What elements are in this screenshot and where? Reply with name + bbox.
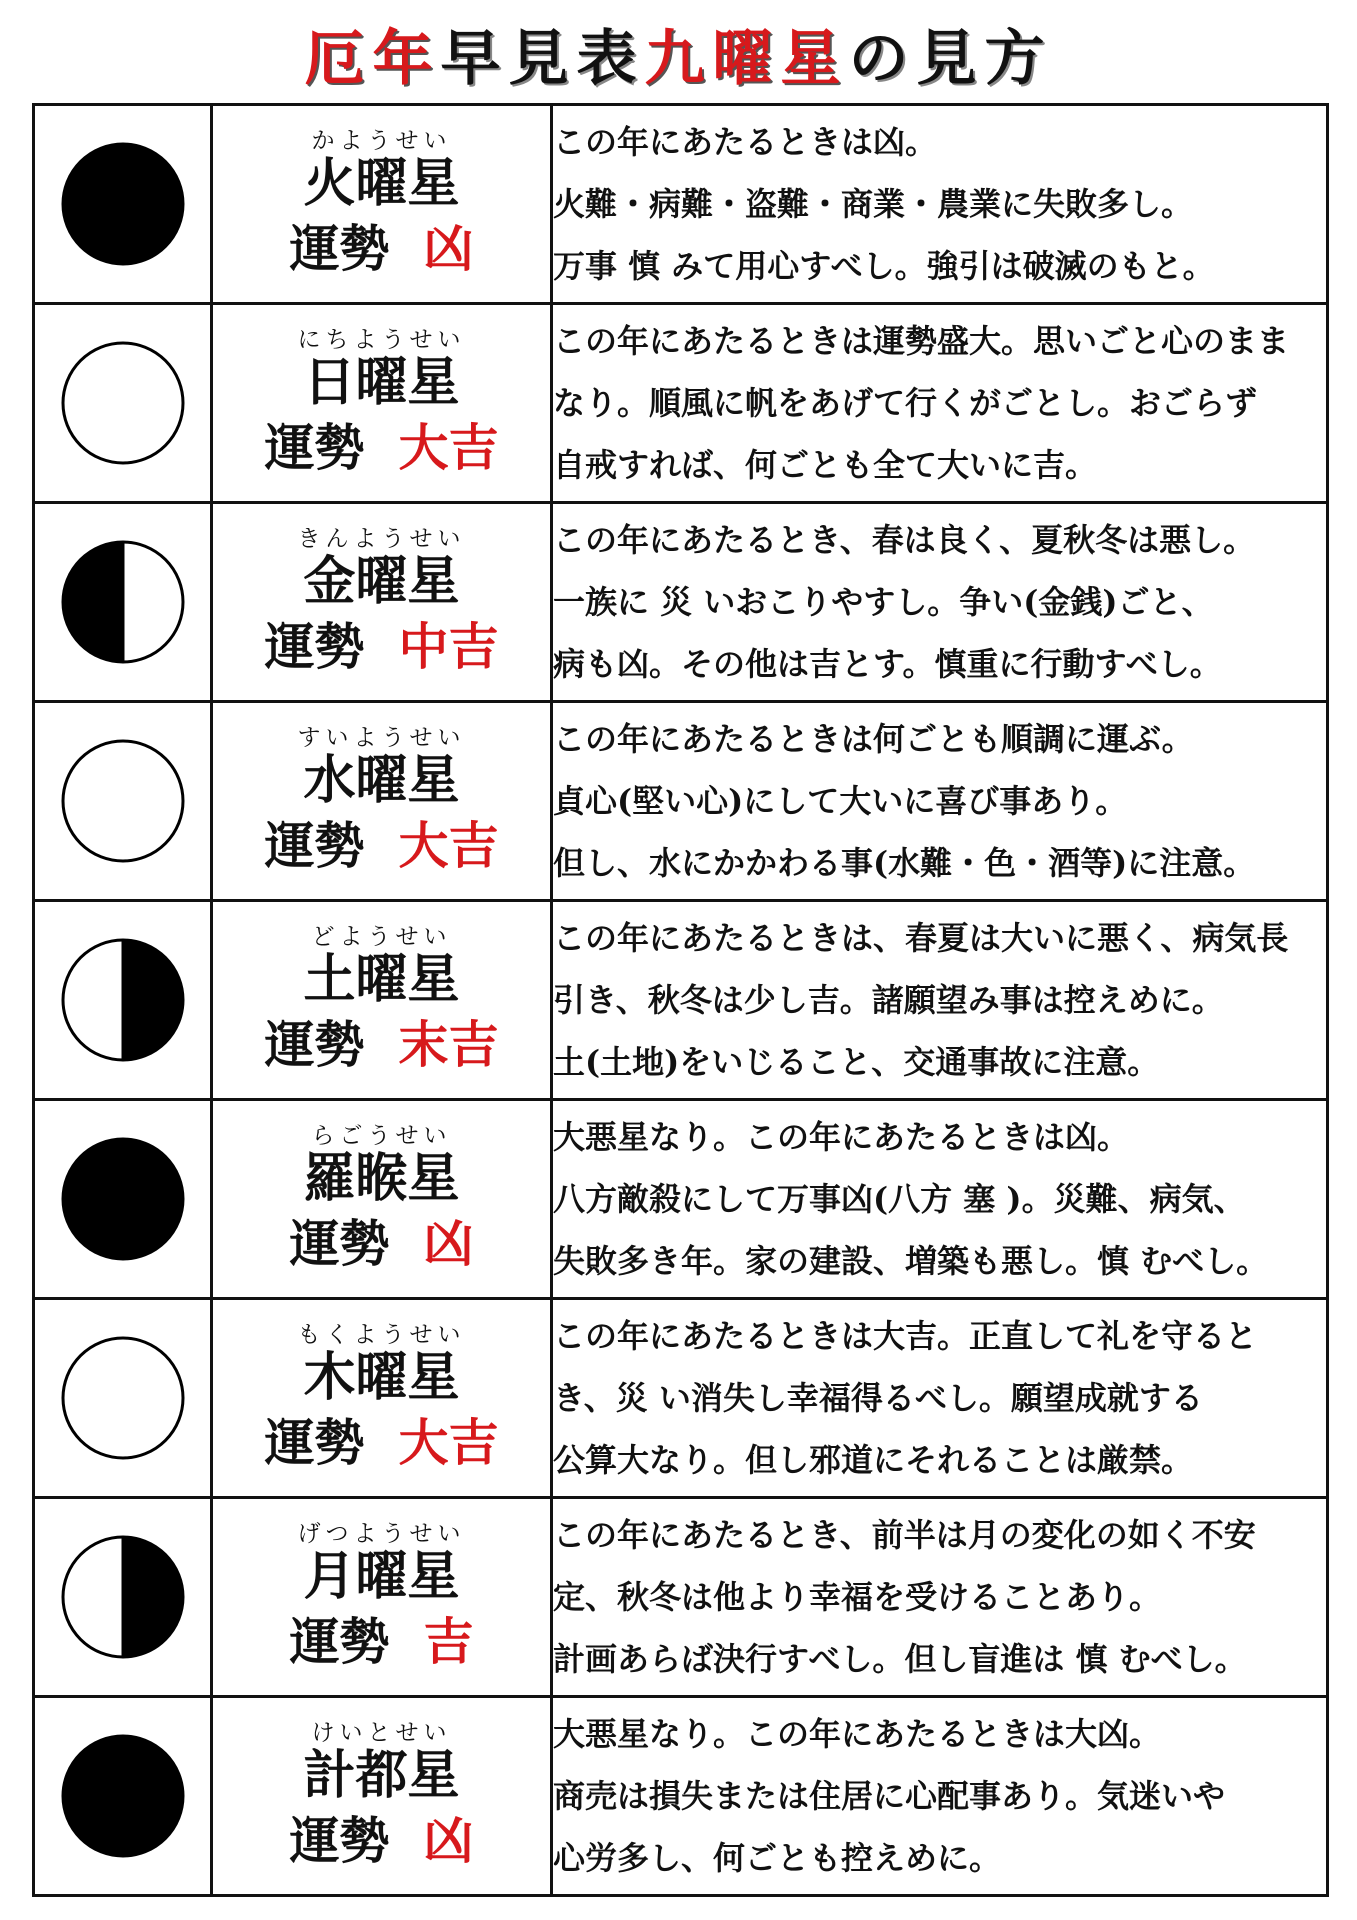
star-reading: きんようせい [297, 526, 466, 552]
description-line: 引き、秋冬は少し吉。諸願望み事は控えめに。 [553, 981, 1224, 1019]
description-line: 八方敵殺にして万事凶(八方 塞 )。災難、病気、 [553, 1180, 1246, 1218]
fortune-label: 運勢 [289, 1612, 390, 1671]
star-name-cell [212, 1100, 552, 1299]
star-circle-icon [59, 1732, 187, 1860]
star-row [34, 702, 1328, 901]
fortune-label: 運勢 [264, 1413, 365, 1472]
fortune [213, 1212, 550, 1276]
fortune [213, 814, 550, 878]
description-line: この年にあたるときは何ごとも順調に運ぶ。 [553, 720, 1194, 758]
fortune [213, 1809, 550, 1873]
star-reading: けいとせい [311, 1720, 452, 1746]
star-circle-icon [59, 538, 187, 666]
title-part-kuyousei: 九曜星 [644, 24, 849, 94]
star-description-cell [552, 1697, 1328, 1896]
star-reading: にちようせい [297, 327, 466, 353]
description-line: この年にあたるときは大吉。正直して礼を守ると [553, 1317, 1258, 1355]
star-name: 月曜星 [303, 1546, 460, 1607]
star-name: 計都星 [303, 1745, 460, 1806]
fortune-value: 大吉 [398, 1413, 499, 1472]
description-line: この年にあたるとき、前半は月の変化の如く不安 [553, 1516, 1256, 1554]
star-row [34, 1100, 1328, 1299]
star-glyph-cell [34, 105, 212, 304]
description-line: この年にあたるときは運勢盛大。思いごと心のまま [553, 322, 1290, 360]
star-description-cell [552, 304, 1328, 503]
fortune-label: 運勢 [264, 816, 365, 875]
star-name: 日曜星 [303, 352, 460, 413]
title-part-yakudoshi: 厄年 [304, 24, 441, 94]
star-row [34, 503, 1328, 702]
fortune-label: 運勢 [289, 1214, 390, 1273]
fortune [213, 1013, 550, 1077]
description-line: 計画あらば決行すべし。但し盲進は 慎 むべし。 [553, 1640, 1247, 1678]
fortune-label: 運勢 [289, 1811, 390, 1870]
description-line: 貞心(堅い心)にして大いに喜び事あり。 [553, 782, 1128, 820]
star-reading: かようせい [311, 128, 452, 154]
star-name: 土曜星 [303, 949, 460, 1010]
description-line: 土(土地)をいじること、交通事故に注意。 [553, 1043, 1160, 1081]
star-reading: らごうせい [311, 1123, 452, 1149]
star-name-cell [212, 901, 552, 1100]
fortune-value: 凶 [423, 1811, 474, 1870]
star-glyph-cell [34, 503, 212, 702]
fortune-value: 凶 [423, 219, 474, 278]
star-name-cell [212, 1299, 552, 1498]
star-name-cell [212, 702, 552, 901]
star-reading: どようせい [311, 924, 452, 950]
fortune-value: 吉 [423, 1612, 474, 1671]
star-description-cell [552, 901, 1328, 1100]
star-circle-icon [59, 1334, 187, 1462]
star-glyph-cell [34, 702, 212, 901]
description-line: 自戒すれば、何ごとも全て大いに吉。 [553, 446, 1098, 484]
star-name-cell [212, 503, 552, 702]
star-row [34, 1697, 1328, 1896]
star-name: 火曜星 [303, 153, 460, 214]
page-title [0, 18, 1357, 100]
star-reading: もくようせい [297, 1322, 466, 1348]
star-glyph-cell [34, 304, 212, 503]
star-reading: すいようせい [297, 725, 466, 751]
star-circle-icon [59, 339, 187, 467]
star-glyph-cell [34, 1100, 212, 1299]
description-line: き、災 い消失し幸福得るべし。願望成就する [553, 1379, 1203, 1417]
fortune-label: 運勢 [289, 219, 390, 278]
star-glyph-cell [34, 1299, 212, 1498]
description-line: この年にあたるとき、春は良く、夏秋冬は悪し。 [553, 521, 1256, 559]
description-line: 心労多し、何ごとも控えめに。 [553, 1839, 1002, 1877]
star-name-cell [212, 1498, 552, 1697]
fortune-value: 大吉 [398, 418, 499, 477]
star-reading: げつようせい [297, 1521, 466, 1547]
fortune [213, 217, 550, 281]
fortune-label: 運勢 [264, 617, 365, 676]
star-description-cell [552, 105, 1328, 304]
title-part-hayamihyo: 早見表 [440, 24, 645, 94]
star-circle-icon [59, 1135, 187, 1263]
star-glyph-cell [34, 1498, 212, 1697]
star-description-cell [552, 1299, 1328, 1498]
star-name: 金曜星 [303, 551, 460, 612]
star-description-cell [552, 1498, 1328, 1697]
description-line: 公算大なり。但し邪道にそれることは厳禁。 [553, 1441, 1194, 1479]
description-line: 大悪星なり。この年にあたるときは凶。 [553, 1118, 1130, 1156]
description-line: 但し、水にかかわる事(水難・色・酒等)に注意。 [553, 844, 1256, 882]
star-glyph-cell [34, 901, 212, 1100]
description-line: 一族に 災 いおこりやすし。争い(金銭)ごと、 [553, 583, 1214, 621]
star-glyph-cell [34, 1697, 212, 1896]
fortune-label: 運勢 [264, 1015, 365, 1074]
description-line: なり。順風に帆をあげて行くがごとし。おごらず [553, 384, 1258, 422]
description-line: 万事 慎 みて用心すべし。強引は破滅のもと。 [553, 247, 1215, 285]
description-line: 火難・病難・盗難・商業・農業に失敗多し。 [553, 185, 1194, 223]
fortune [213, 615, 550, 679]
kuyousei-table [32, 103, 1329, 1897]
fortune [213, 1610, 550, 1674]
title-part-mikata: の見方 [848, 24, 1053, 94]
fortune-value: 中吉 [398, 617, 499, 676]
star-name-cell [212, 1697, 552, 1896]
star-circle-icon [59, 1533, 187, 1661]
description-line: 病も凶。その他は吉とす。慎重に行動すべし。 [553, 645, 1222, 683]
star-row [34, 105, 1328, 304]
star-name-cell [212, 105, 552, 304]
fortune-value: 大吉 [398, 816, 499, 875]
fortune-value: 凶 [423, 1214, 474, 1273]
fortune [213, 416, 550, 480]
star-description-cell [552, 702, 1328, 901]
star-row [34, 304, 1328, 503]
description-line: 失敗多き年。家の建設、増築も悪し。慎 むべし。 [553, 1242, 1269, 1280]
fortune-label: 運勢 [264, 418, 365, 477]
star-row [34, 1299, 1328, 1498]
star-row [34, 901, 1328, 1100]
star-description-cell [552, 1100, 1328, 1299]
star-circle-icon [59, 936, 187, 1064]
star-circle-icon [59, 737, 187, 865]
star-description-cell [552, 503, 1328, 702]
star-name: 水曜星 [303, 750, 460, 811]
star-name-cell [212, 304, 552, 503]
star-row [34, 1498, 1328, 1697]
description-line: 商売は損失または住居に心配事あり。気迷いや [553, 1777, 1226, 1815]
description-line: 定、秋冬は他より幸福を受けることあり。 [553, 1578, 1162, 1616]
star-name: 羅睺星 [303, 1148, 460, 1209]
fortune-value: 末吉 [398, 1015, 499, 1074]
star-circle-icon [59, 140, 187, 268]
star-name: 木曜星 [303, 1347, 460, 1408]
fortune [213, 1411, 550, 1475]
description-line: 大悪星なり。この年にあたるときは大凶。 [553, 1715, 1162, 1753]
description-line: この年にあたるときは、春夏は大いに悪く、病気長 [553, 919, 1289, 957]
description-line: この年にあたるときは凶。 [553, 123, 938, 161]
